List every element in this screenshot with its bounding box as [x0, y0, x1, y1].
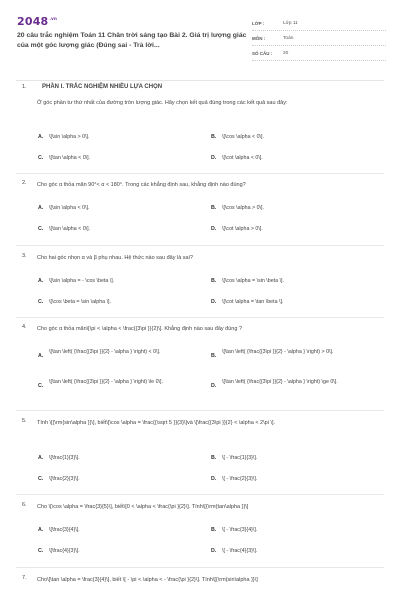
question-number: 3.	[22, 253, 27, 259]
divider	[16, 317, 384, 318]
subject-value: Toán	[283, 35, 294, 41]
meta-row-count	[252, 46, 386, 61]
divider	[16, 567, 384, 568]
meta-row-subject	[252, 31, 386, 46]
question-2: 2. Cho góc α thỏa mãn 90°< α < 180°. Trong các khẳng định sau, khẳng định nào đúng? A. \[\sin \alpha < 0\]. B. \[\cos \alpha > 0\]. C. \[\tan \alpha < 0\]. D. \[\cot \alpha > 0\].	[16, 180, 384, 235]
subject-label: MÔN :	[252, 35, 266, 41]
question-5: 5. Tính \[{\rm{sin\alpha }}\], biết\[\cos \alpha = \frac{{\sqrt 5 }}{3}\]và \[\frac{{3\pi }}{2} < \alpha < 2\pi \]. A. \[\frac{1}{3}\]. B. \[ - \frac{1}{3}\]. C. \[\frac{2}{3}\]. D. \[ - \frac{2}{3}\].	[16, 418, 384, 488]
page-header	[0, 0, 400, 70]
question-number: 6.	[22, 502, 27, 508]
count-value: 20	[283, 50, 289, 56]
question-7	[16, 575, 384, 600]
question-number: 4.	[22, 324, 27, 330]
question-text: Cho góc α thỏa mãn 90°< α < 180°. Trong các khẳng định sau, khẳng định nào đúng?	[37, 182, 246, 188]
meta-info	[252, 16, 386, 61]
question-1: Ở góc phần tư thứ nhất của đường tròn lượng giác. Hãy chọn kết quả đúng trong các kết quả sau đây: A. \[\sin \alpha > 0\]. B. \[\cos \alpha < 0\]. C. \[\tan \alpha < 0\]. D. \[\cot \alpha < 0\].	[16, 98, 384, 158]
question-text: Ở góc phần tư thứ nhất của đường tròn lượng giác. Hãy chọn kết quả đúng trong các kết quả sau đây:	[37, 100, 288, 106]
section-heading	[16, 80, 384, 94]
question-3: 3. Cho hai góc nhọn α và β phụ nhau. Hệ thức nào sau đây là sai? A. \[\sin \alpha = - \cos \beta \]. B. \[\cos \alpha = \sin \beta \]. C. \[\cos \beta = \sin \alpha \]. D. \[\cot \alpha = \tan \beta \].	[16, 253, 384, 308]
divider	[16, 173, 384, 174]
question-text: Cho \[\cos \alpha = \frac{3}{5}\], biết\[0 < \alpha < \frac{\pi }{2}\]. Tính\[{\rm{tan\alpha }}\]	[37, 504, 249, 510]
question-number: 2.	[22, 180, 27, 186]
question-text: Cho\[\tan \alpha = \frac{3}{4}\], biết \[ - \pi < \alpha < - \frac{\pi }{2}\]. Tính\[{\rm{sin\alpha }}\]	[37, 577, 258, 583]
divider	[16, 410, 384, 411]
meta-row-class	[252, 16, 386, 31]
question-text: Cho hai góc nhọn α và β phụ nhau. Hệ thức nào sau đây là sai?	[37, 255, 193, 261]
question-number: 5.	[22, 418, 27, 424]
page-title: 20 câu trắc nghiệm Toán 11 Chân trời sáng tạo Bài 2. Giá trị lượng giác của một góc lượng giác (Đúng sai - Trả lời...	[17, 32, 247, 49]
site-logo[interactable]: $2048^{.vn}$	[17, 15, 57, 28]
count-label: SỐ CÂU :	[252, 50, 273, 56]
question-text: Cho góc α thỏa mãn\[\pi < \alpha < \frac{{3\pi }}{2}\]. Khẳng định nào sau đây đúng ?	[37, 326, 243, 332]
section-number: 1.	[22, 84, 27, 90]
divider	[16, 245, 384, 246]
question-number: 7.	[22, 575, 27, 581]
divider	[16, 494, 384, 495]
question-4: 4. Cho góc α thỏa mãn\[\pi < \alpha < \frac{{3\pi }}{2}\]. Khẳng định nào sau đây đúng ? A. \[\tan \left( {\frac{{3\pi }}{2} - \alpha } \right) < 0\]. B. \[\tan \left( {\frac{{3\pi }}{2} - \alpha } \right) > 0\]. C. \[\tan \left( {\frac{{3\pi }}{2} - \alpha } \right) \le 0\]. D. \[\tan \left( {\frac{{3\pi }}{2} - \alpha } \right) \ge 0\].	[16, 324, 384, 404]
question-6: 6. Cho \[\cos \alpha = \frac{3}{5}\], biết\[0 < \alpha < \frac{\pi }{2}\]. Tính\[{\rm{tan\alpha }}\] A. \[\frac{3}{4}\]. B. \[ - \frac{3}{4}\]. C. \[\frac{4}{3}\]. D. \[ - \frac{4}{3}\].	[16, 502, 384, 562]
class-value: Lớp 11	[283, 20, 298, 26]
question-text: Tính \[{\rm{sin\alpha }}\], biết\[\cos \alpha = \frac{{\sqrt 5 }}{3}\]và \[\frac{{3\pi }}{2} < \alpha < 2\pi \].	[37, 420, 276, 426]
class-label: LỚP :	[252, 20, 265, 26]
section-title: PHẦN I. TRẮC NGHIỆM NHIỀU LỰA CHỌN	[42, 84, 163, 90]
